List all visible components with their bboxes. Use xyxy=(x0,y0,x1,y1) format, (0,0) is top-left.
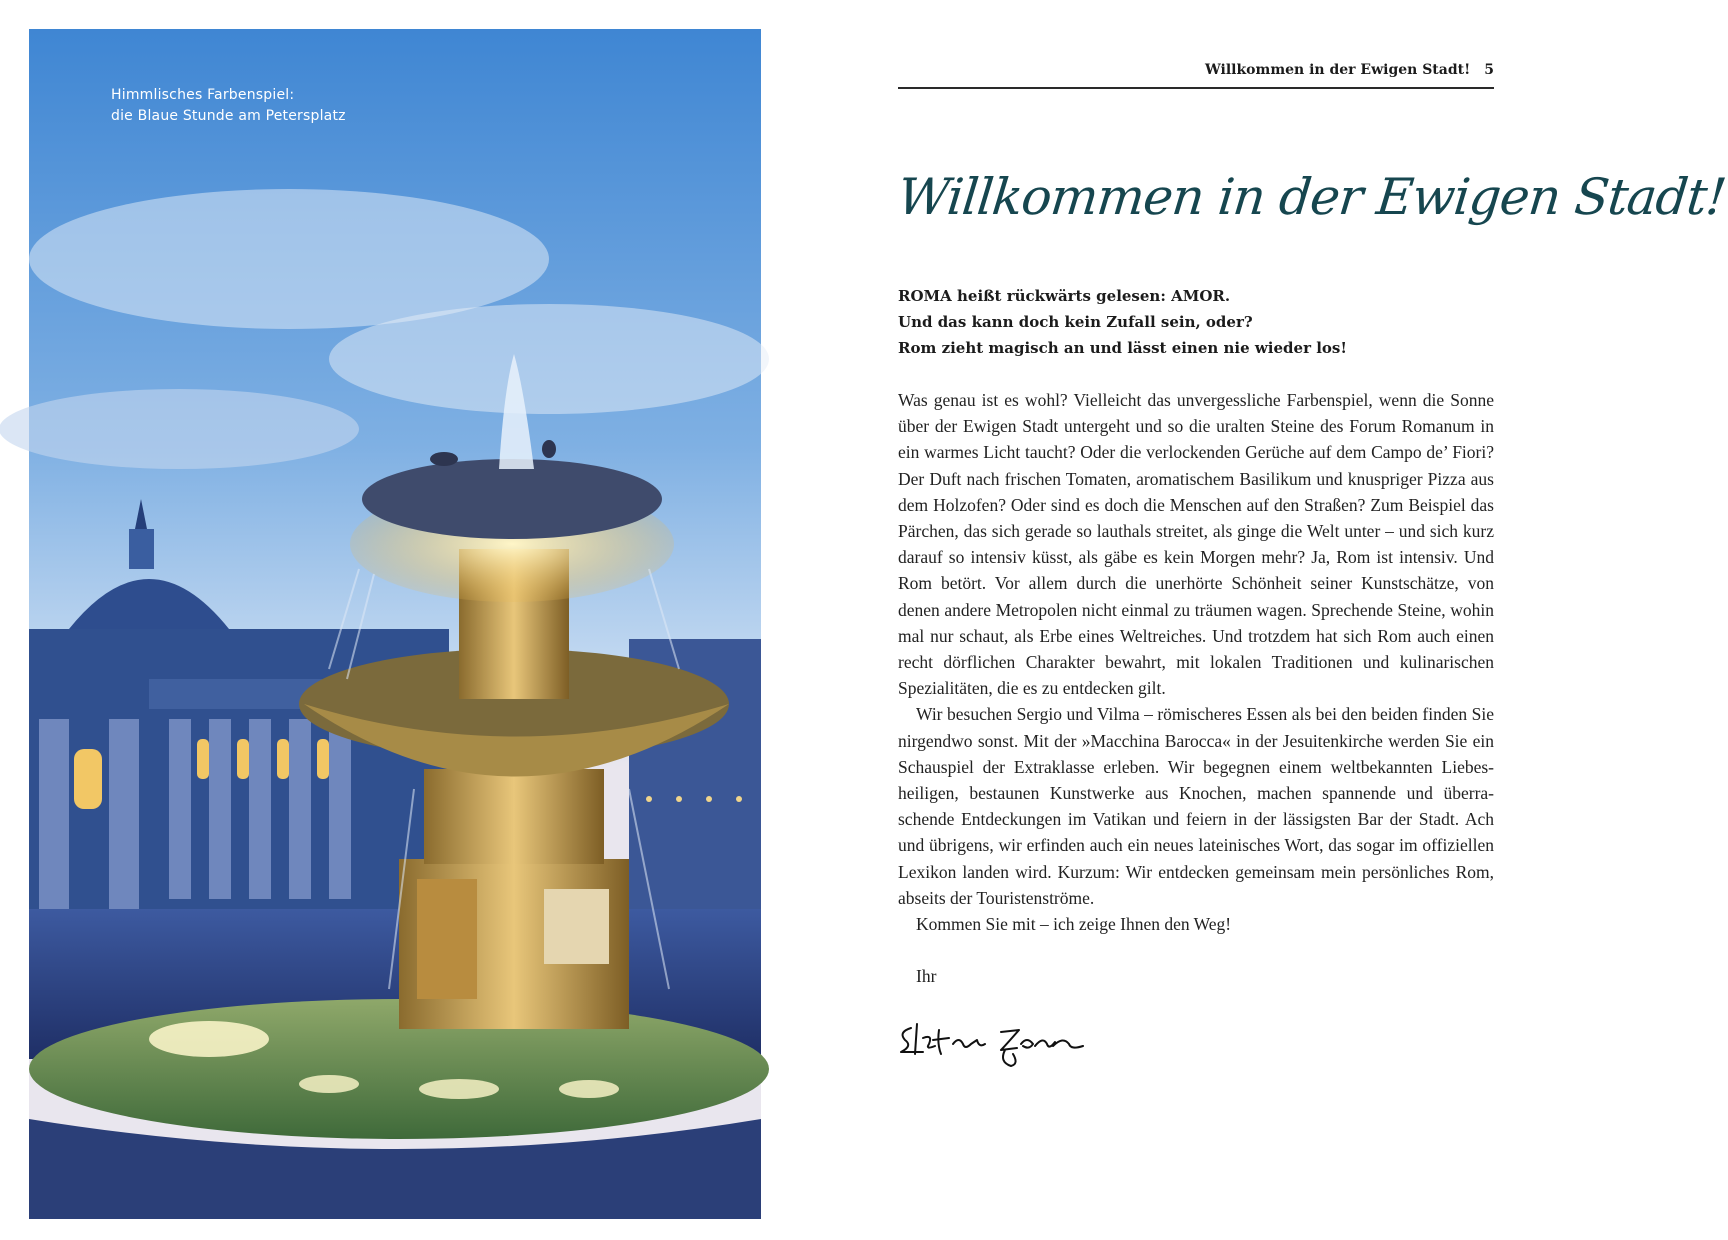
header-rule xyxy=(898,87,1494,89)
paragraph-2: Wir besuchen Sergio und Vilma – römischeres Essen als bei den beiden finden Sie nirgendwo sonst. Mit der »Macchina Barocca« in der Jesuitenkirche werden Sie ein Schauspiel der Extraklasse erleben. Wir begegnen einem weltbekannten Liebesheiligen, bestaunen Kunstwerke aus Knochen, machen spannende und überraschende Entdeckungen im Vatikan und feiern in der lässigsten Bar der Stadt. Ach und übrigens, wir erfinden auch ein neues lateinisches Wort, das sogar im offiziellen Lexikon landen wird. Kurzum: Wir entdecken gemeinsam mein persönliches Rom, abseits der Touristenströme. xyxy=(898,704,1494,908)
author-signature xyxy=(893,1010,1093,1074)
signature-drawing xyxy=(893,1010,1093,1070)
caption-line-2: die Blaue Stunde am Petersplatz xyxy=(111,108,346,124)
intro-line-2: Und das kann doch kein Zufall sein, oder? xyxy=(898,313,1253,331)
running-head-title: Willkommen in der Ewigen Stadt! xyxy=(1205,62,1471,78)
paragraph-1: Was genau ist es wohl? Vielleicht das unvergessliche Farbenspiel, wenn die Sonne über der Ewigen Stadt untergeht und so die uralten Steine des Forum Romanum in ein warmes Licht taucht? Oder die verlockenden Gerüche auf dem Campo de’ Fiori? Der Duft nach frischen Tomaten, aromatischem Basilikum und knuspriger Pizza aus dem Holzofen? Oder sind es doch die Menschen auf den Straßen? Zum Beispiel das Pärchen, das sich gerade so lauthals streitet, als ginge die Welt unter – und sich kurz darauf so intensiv küsst, als gäbe es kein Morgen mehr? Ja, Rom ist intensiv. Und Rom betört. Vor allem durch die unerhörte Schönheit seiner Kunstschätze, von denen andere Metropolen nicht einmal zu träumen wagen. Sprechende Steine, wohin mal nur schaut, als Erbe eines Weltreiches. Und trotzdem hat sich Rom auch einen recht dörflichen Charakter bewahrt, mit lokalen Traditionen und kulinarischen Spezialitäten, die es zu entdecken gilt. xyxy=(898,390,1494,699)
intro-line-3: Rom zieht magisch an und lässt einen nie wieder los! xyxy=(898,339,1347,357)
photo-st-peters-square-fountain xyxy=(29,29,761,1219)
photo-caption xyxy=(111,85,346,127)
chapter-title: Willkommen in der Ewigen Stadt! xyxy=(894,168,1728,226)
body-text xyxy=(898,387,1494,937)
intro-line-1: ROMA heißt rückwärts gelesen: AMOR. xyxy=(898,287,1231,305)
closing-greeting: Ihr xyxy=(916,966,937,986)
page-number: 5 xyxy=(1484,62,1494,78)
fountain-illustration xyxy=(29,29,761,1219)
paragraph-3: Kommen Sie mit – ich zeige Ihnen den Weg! xyxy=(916,914,1232,935)
running-head xyxy=(898,62,1494,78)
caption-line-1: Himmlisches Farbenspiel: xyxy=(111,87,295,103)
intro-lead xyxy=(898,283,1494,361)
